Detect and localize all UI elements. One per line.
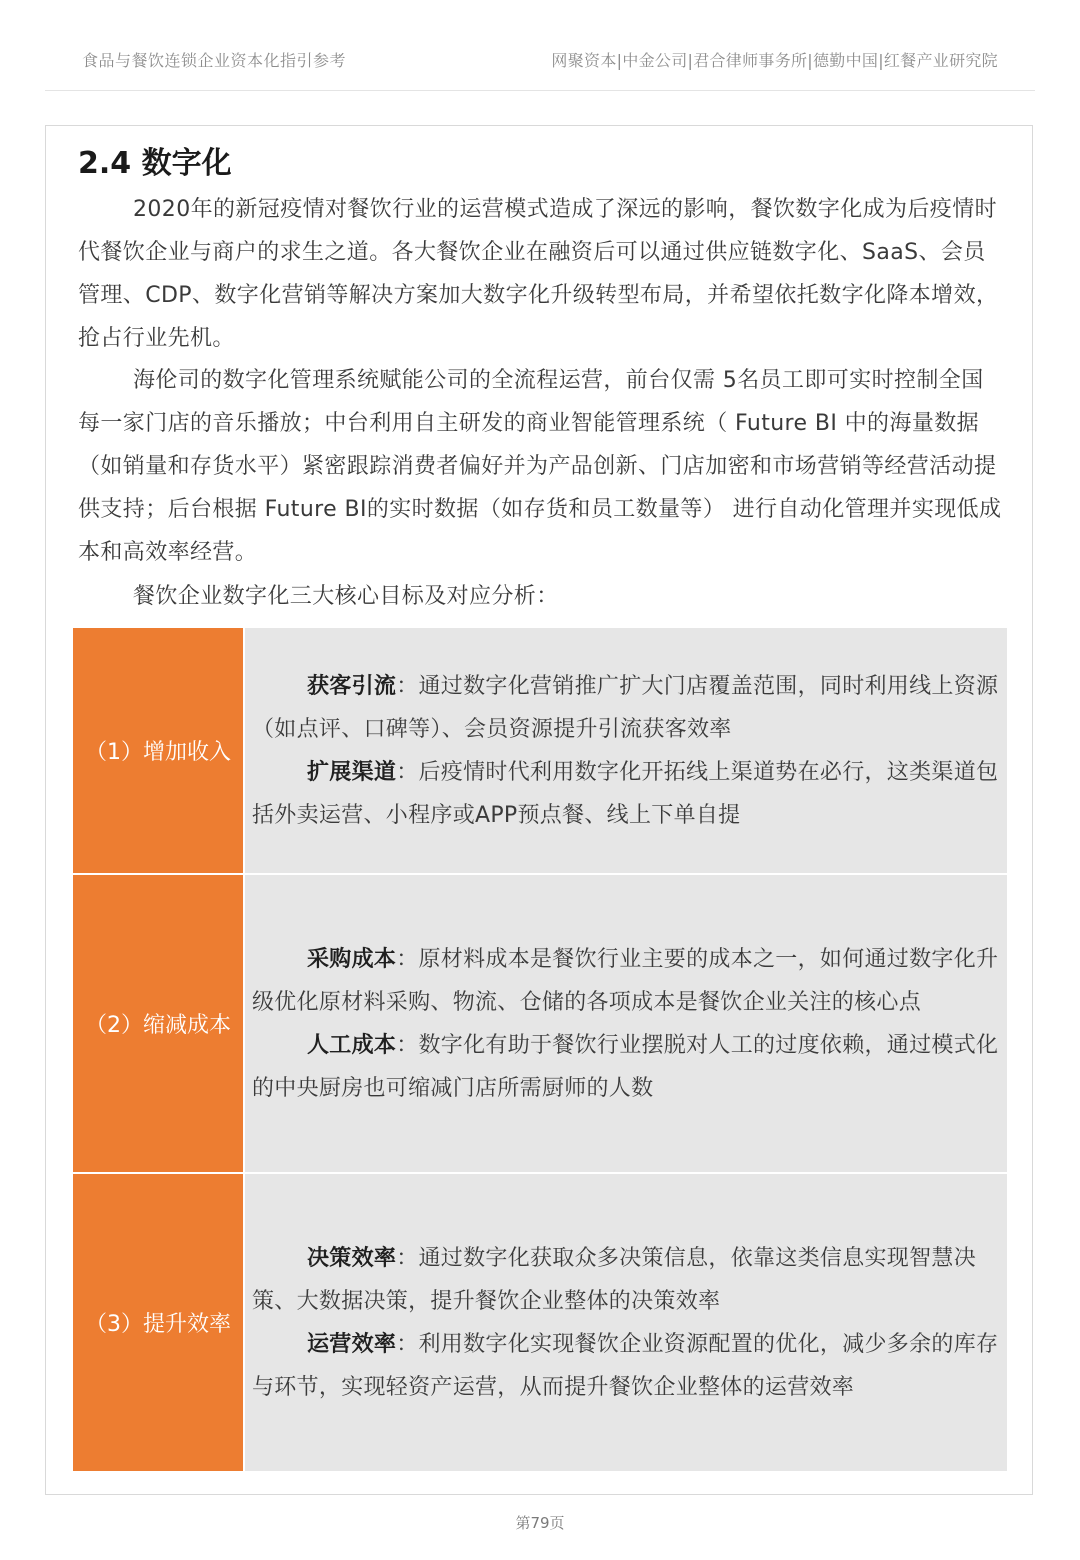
item-text: ：通过数字化营销推广扩大门店覆盖范围，同时利用线上资源（如点评、口碑等）、会员资源提升引流获客效率 bbox=[252, 673, 999, 742]
paragraph-helens-case: 海伦司的数字化管理系统赋能公司的全流程运营，前台仅需 5名员工即可实时控制全国每一家门店的音乐播放；中台利用自主研发的商业智能管理系统（ Future BI 中的海量数据（如销量和存货水平）紧密跟踪消费者偏好并为产品创新、门店加密和市场营销等经营活动提供支持；后台根据 Future BI的实时数据（如存货和员工数量等） 进行自动化管理并实现低成本和高效率经营。 bbox=[78, 368, 1002, 565]
content-cell bbox=[245, 1174, 1007, 1471]
item-term: 人工成本 bbox=[307, 1032, 397, 1058]
table-row-improve-efficiency bbox=[73, 1174, 1007, 1471]
list-item bbox=[252, 1237, 1001, 1323]
list-item bbox=[252, 665, 1001, 751]
paragraph-covid-digitalization: 2020年的新冠疫情对餐饮行业的运营模式造成了深远的影响，餐饮数字化成为后疫情时代餐饮企业与商户的求生之道。各大餐饮企业在融资后可以通过供应链数字化、SaaS、会员管理、CDP、数字化营销等解决方案加大数字化升级转型布局，并希望依托数字化降本增效，抢占行业先机。 bbox=[78, 197, 999, 351]
category-cell: （1）增加收入 bbox=[73, 628, 243, 873]
page-number: 第79页 bbox=[515, 1514, 565, 1532]
list-item bbox=[252, 938, 1001, 1024]
item-term: 决策效率 bbox=[307, 1245, 397, 1271]
list-item bbox=[252, 1323, 1001, 1409]
content-cell bbox=[245, 628, 1007, 873]
header-divider bbox=[45, 90, 1035, 91]
table-row-reduce-cost bbox=[73, 875, 1007, 1172]
item-text: ：通过数字化获取众多决策信息，依靠这类信息实现智慧决策、大数据决策，提升餐饮企业整体的决策效率 bbox=[252, 1245, 977, 1314]
item-text: ：原材料成本是餐饮行业主要的成本之一，如何通过数字化升级优化原材料采购、物流、仓储的各项成本是餐饮企业关注的核心点 bbox=[252, 946, 999, 1015]
goals-table bbox=[73, 628, 1007, 1471]
section-title: 2.4 数字化 bbox=[78, 146, 232, 181]
content-cell bbox=[245, 875, 1007, 1172]
list-item bbox=[252, 751, 1001, 837]
item-term: 采购成本 bbox=[307, 946, 397, 972]
list-item bbox=[252, 1024, 1001, 1110]
category-cell: （3）提升效率 bbox=[73, 1174, 243, 1471]
item-text: ：数字化有助于餐饮行业摆脱对人工的过度依赖，通过模式化的中央厨房也可缩减门店所需厨师的人数 bbox=[252, 1032, 999, 1101]
item-term: 扩展渠道 bbox=[307, 759, 397, 785]
item-text: ：利用数字化实现餐饮企业资源配置的优化，减少多余的库存与环节，实现轻资产运营，从而提升餐饮企业整体的运营效率 bbox=[252, 1331, 999, 1400]
item-text: ：后疫情时代利用数字化开拓线上渠道势在必行，这类渠道包括外卖运营、小程序或APP预点餐、线上下单自提 bbox=[252, 759, 999, 828]
paragraph-table-intro: 餐饮企业数字化三大核心目标及对应分析： bbox=[133, 584, 559, 609]
category-cell: （2）缩减成本 bbox=[73, 875, 243, 1172]
header-document-title: 食品与餐饮连锁企业资本化指引参考 bbox=[82, 51, 347, 70]
item-term: 运营效率 bbox=[307, 1331, 397, 1357]
header-publishers: 网聚资本|中金公司|君合律师事务所|德勤中国|红餐产业研究院 bbox=[551, 51, 998, 70]
table-row-increase-revenue bbox=[73, 628, 1007, 873]
item-term: 获客引流 bbox=[307, 673, 397, 699]
